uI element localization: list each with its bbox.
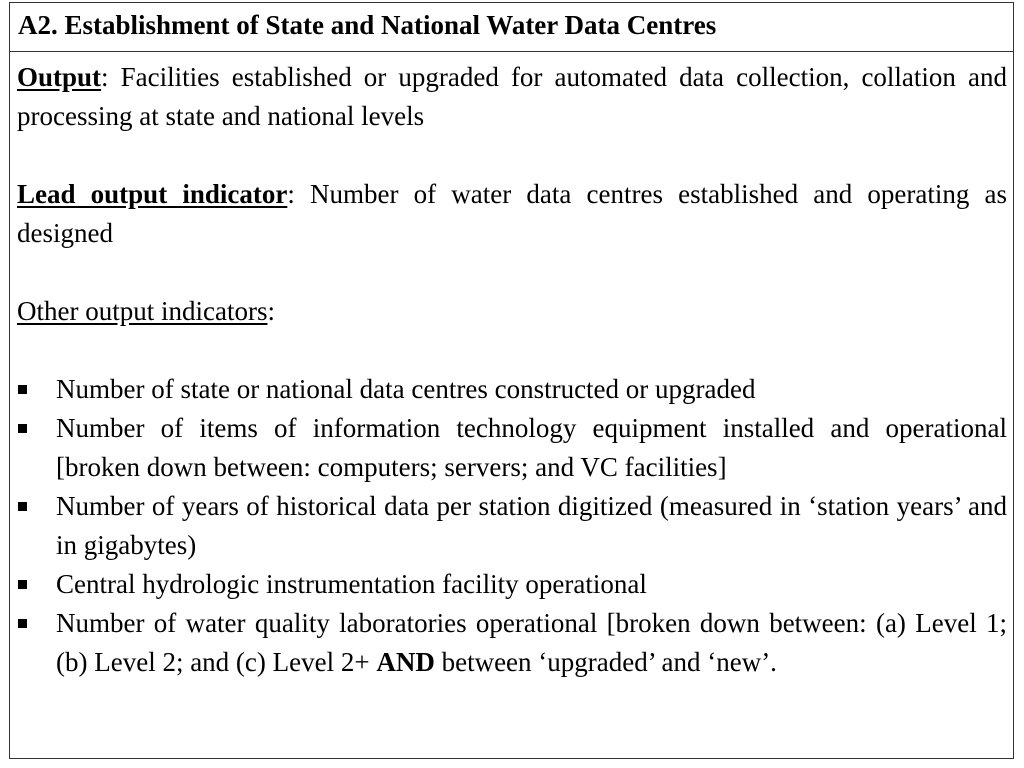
square-bullet-icon bbox=[18, 424, 27, 433]
section-title: A2. Establishment of State and National Water Data Centres bbox=[18, 10, 717, 40]
other-indicators-separator: : bbox=[267, 296, 275, 326]
list-item bbox=[17, 565, 1007, 604]
square-bullet-icon bbox=[18, 385, 27, 394]
list-item bbox=[17, 487, 1007, 565]
list-item-text: Number of items of information technology equipment installed and operational [broken down between: computers; servers; and VC facilities] bbox=[56, 413, 1007, 482]
indicator-list bbox=[17, 370, 1007, 682]
list-item-text: Number of years of historical data per station digitized (measured in ‘station years’ and in gigabytes) bbox=[56, 491, 1007, 560]
spacer bbox=[17, 253, 1007, 292]
lead-indicator-label: Lead output indicator bbox=[17, 179, 288, 209]
list-item bbox=[17, 604, 1007, 682]
spacer bbox=[17, 136, 1007, 175]
list-item-emphasis: AND bbox=[376, 647, 435, 677]
list-item-text-after: between ‘upgraded’ and ‘new’. bbox=[434, 647, 777, 677]
output-label: Output bbox=[17, 62, 102, 92]
section-body bbox=[17, 58, 1007, 682]
list-item bbox=[17, 409, 1007, 487]
spacer bbox=[17, 331, 1007, 370]
other-indicators-heading bbox=[17, 292, 1007, 331]
square-bullet-icon bbox=[18, 580, 27, 589]
lead-indicator-paragraph bbox=[17, 175, 1007, 253]
square-bullet-icon bbox=[18, 502, 27, 511]
output-text: Facilities established or upgraded for automated data collection, collation and processing at state and national levels bbox=[17, 62, 1007, 131]
list-item-text-before: Number of water quality laboratories operational [broken down between: (a) Level 1; (b) Level 2; and (c) Level 2+ bbox=[56, 608, 1007, 677]
output-paragraph bbox=[17, 58, 1007, 136]
list-item bbox=[17, 370, 1007, 409]
document-frame bbox=[9, 2, 1014, 759]
lead-indicator-separator: : bbox=[287, 179, 295, 209]
list-item-text: Number of state or national data centres constructed or upgraded bbox=[56, 374, 756, 404]
output-separator: : bbox=[101, 62, 109, 92]
square-bullet-icon bbox=[18, 619, 27, 628]
list-item-text: Central hydrologic instrumentation facility operational bbox=[56, 569, 647, 599]
other-indicators-label: Other output indicators bbox=[17, 296, 268, 326]
title-bar bbox=[10, 3, 1013, 52]
lead-indicator-text: Number of water data centres established and operating as designed bbox=[17, 179, 1007, 248]
